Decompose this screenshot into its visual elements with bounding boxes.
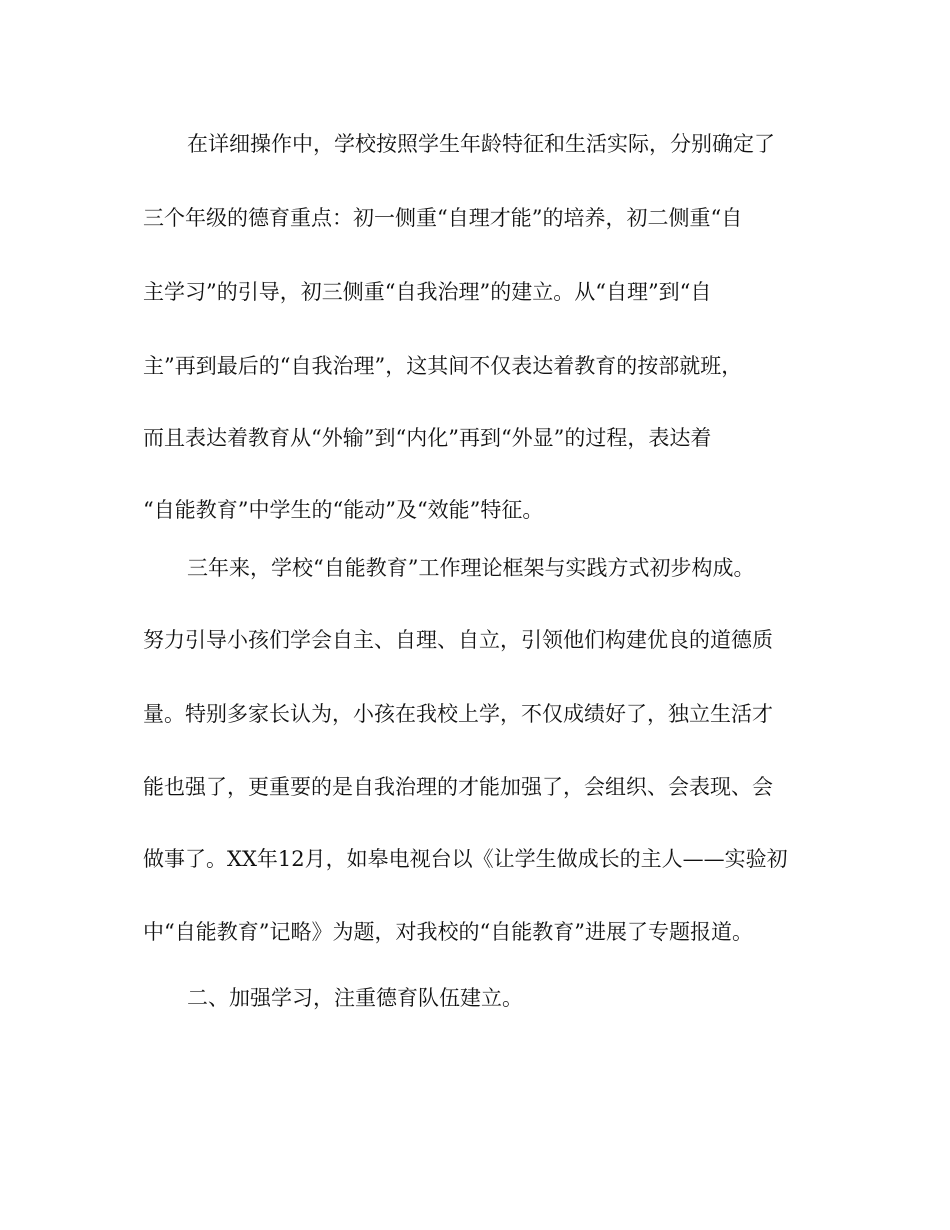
paragraph-1-line-6: “自能教育”中学生的“能动”及“效能”特征。	[143, 498, 544, 522]
paragraph-1-line-3: 主学习”的引导，初三侧重“自我治理”的建立。从“自理”到“自	[143, 280, 712, 304]
paragraph-2-line-5: 做事了。XX年12月，如皋电视台以《让学生做成长的主人——实验初	[143, 847, 788, 871]
paragraph-1-line-5: 而且表达着教育从“外输”到“内化”再到“外显”的过程，表达着	[143, 426, 712, 450]
paragraph-2-line-3: 量。特别多家长认为，小孩在我校上学，不仅成绩好了，独立生活才	[143, 702, 773, 726]
paragraph-2-line-2: 努力引导小孩们学会自主、自理、自立，引领他们构建优良的道德质	[143, 628, 773, 652]
paragraph-2-line-6: 中“自能教育”记略》为题，对我校的“自能教育”进展了专题报道。	[143, 920, 753, 944]
paragraph-1-line-1: 在详细操作中，学校按照学生年龄特征和生活实际，分别确定了	[187, 132, 775, 156]
section-heading: 二、加强学习，注重德育队伍建立。	[187, 986, 523, 1010]
paragraph-2-line-4: 能也强了，更重要的是自我治理的才能加强了，会组织、会表现、会	[143, 775, 773, 799]
paragraph-1-line-2: 三个年级的德育重点：初一侧重“自理才能”的培养，初二侧重“自	[143, 206, 743, 230]
paragraph-1-line-4: 主”再到最后的“自我治理”，这其间不仅表达着教育的按部就班，	[143, 354, 743, 378]
paragraph-2-line-1: 三年来，学校“自能教育”工作理论框架与实践方式初步构成。	[187, 556, 755, 580]
